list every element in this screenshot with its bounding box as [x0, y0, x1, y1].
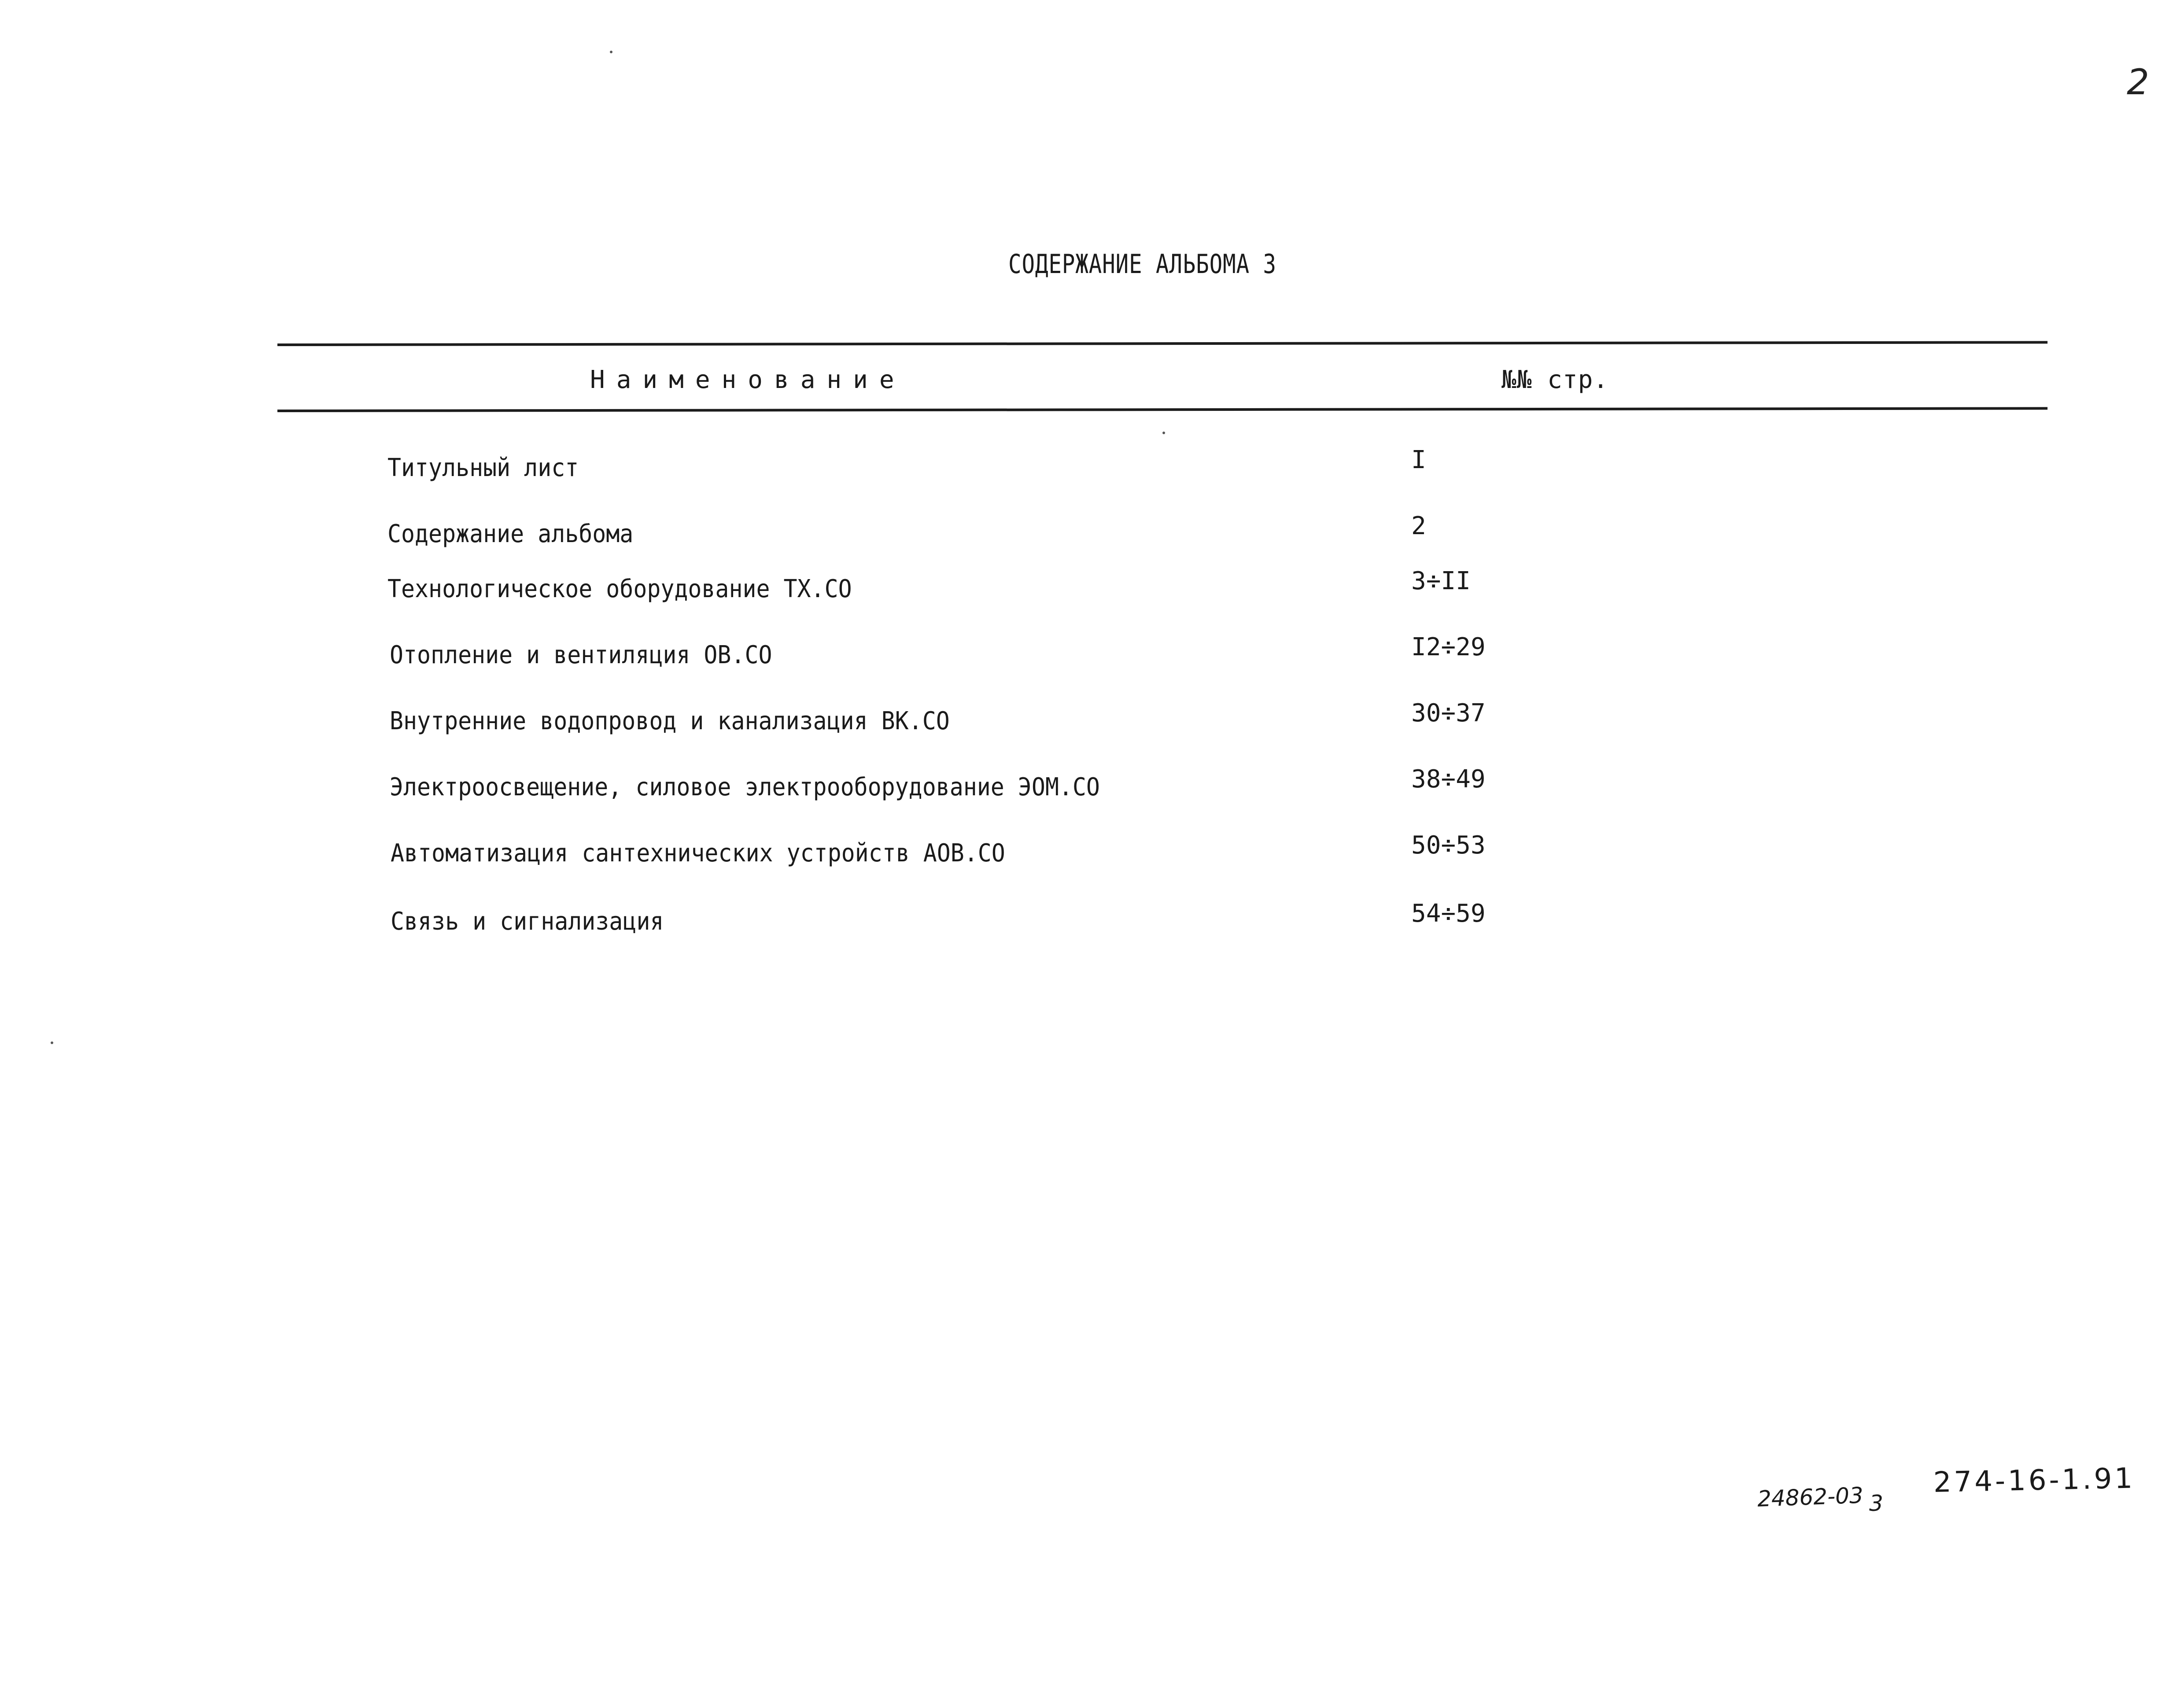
toc-row-title: Связь и сигнализация — [391, 907, 664, 936]
toc-row-title: Внутренние водопровод и канализация ВК.СО — [390, 707, 950, 735]
toc-row-pages: 3÷II — [1411, 567, 1471, 595]
toc-row-pages: 30÷37 — [1411, 699, 1486, 727]
toc-row-title: Технологическое оборудование ТХ.СО — [387, 575, 852, 603]
toc-row-title: Электроосвещение, силовое электрооборудование ЭОМ.СО — [390, 773, 1100, 801]
inventory-number: 24862-03 — [1757, 1482, 1864, 1512]
toc-row-pages: I — [1411, 446, 1426, 474]
toc-row-pages: 50÷53 — [1411, 831, 1486, 860]
document-code: 274-16-1.91 — [1933, 1462, 2136, 1499]
inventory-sheet-number: 3 — [1869, 1491, 1883, 1516]
toc-row — [0, 633, 2184, 676]
toc-row-title: Отопление и вентиляция ОВ.СО — [390, 641, 772, 669]
toc-row — [0, 512, 2184, 555]
column-header-name: Наименование — [590, 366, 906, 394]
toc-row — [0, 446, 2184, 489]
toc-row-title: Содержание альбома — [387, 520, 634, 548]
toc-row-title: Автоматизация сантехнических устройств АОВ.СО — [391, 839, 1005, 868]
table-top-rule — [277, 341, 2048, 346]
toc-row — [0, 699, 2184, 742]
toc-row-pages: 38÷49 — [1411, 765, 1486, 794]
toc-row — [0, 831, 2184, 874]
toc-row-title: Титульный лист — [387, 454, 579, 482]
page-number: 2 — [2127, 62, 2149, 103]
scan-speck — [51, 1041, 53, 1044]
table-header-rule — [277, 407, 2048, 412]
toc-row — [0, 899, 2184, 942]
toc-row — [0, 567, 2184, 610]
toc-row-pages: 54÷59 — [1411, 899, 1486, 928]
scan-speck — [1162, 432, 1165, 434]
scan-speck — [610, 51, 612, 53]
column-header-pages: №№ стр. — [1502, 366, 1609, 394]
toc-row — [0, 765, 2184, 808]
document-title: СОДЕРЖАНИЕ АЛЬБОМА 3 — [1008, 249, 1276, 280]
toc-row-pages: I2÷29 — [1411, 633, 1486, 661]
toc-row-pages: 2 — [1411, 512, 1426, 540]
